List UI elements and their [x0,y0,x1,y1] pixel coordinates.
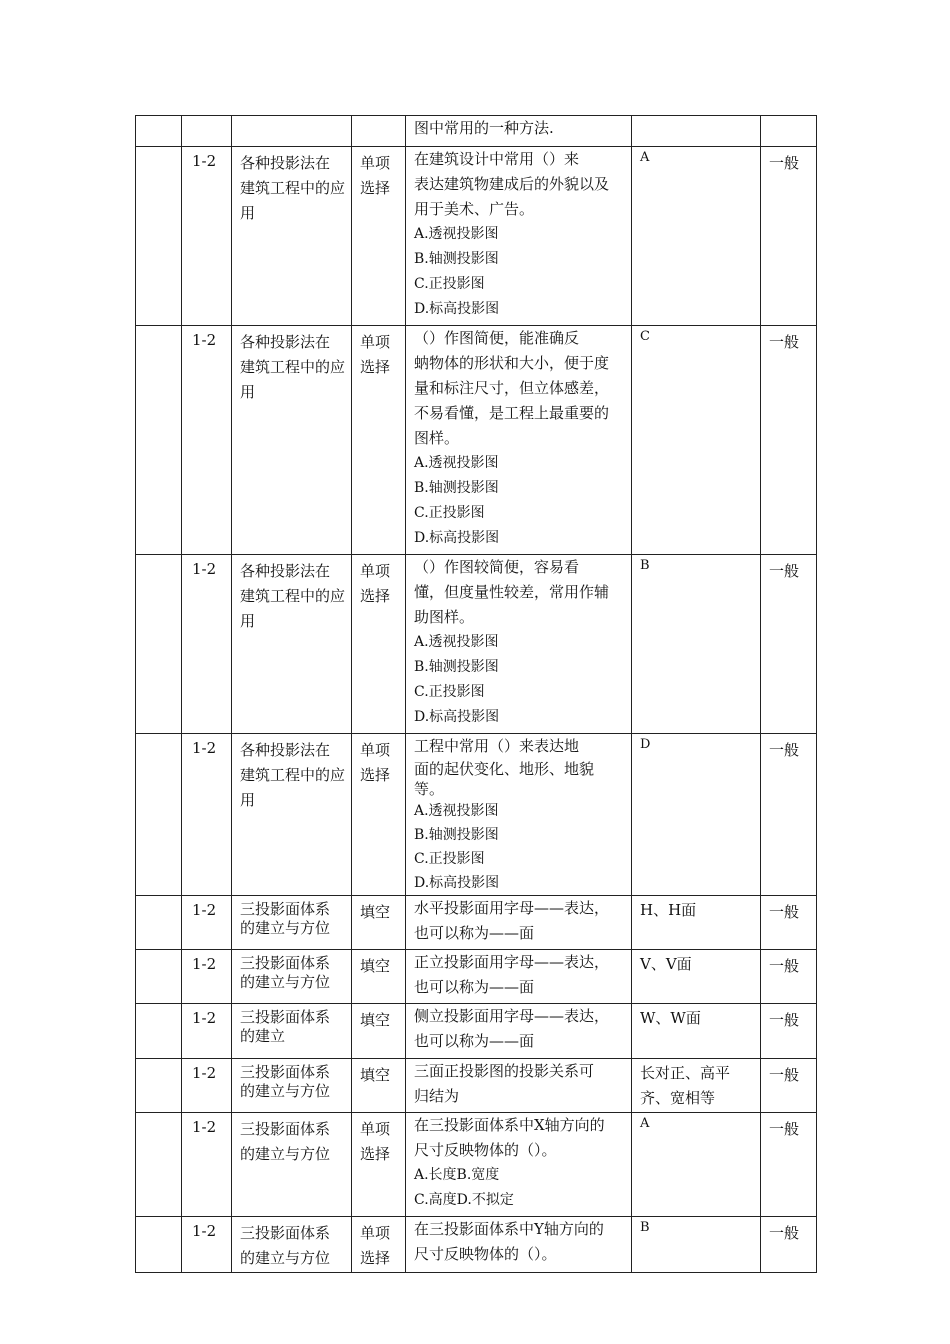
answer-option: C.高度D.不拟定 [414,1192,514,1208]
row-number-cell [136,116,182,147]
topic-cell [232,950,352,1004]
answer-cell [632,326,761,555]
difficulty-label: 一般 [769,154,800,172]
question-type-line: 填空 [360,903,391,921]
chapter-code: 1-2 [192,901,217,919]
question-stem-cell [406,1217,632,1273]
topic-line: 三投影面体系 [240,900,331,918]
chapter-code-cell [182,1004,232,1059]
question-stem-line: 尺寸反映物体的（）。 [414,1245,557,1263]
question-stem-cell [406,326,632,555]
answer-cell [632,147,761,326]
table-row [136,1004,817,1059]
chapter-code-cell [182,326,232,555]
question-stem-cell [406,555,632,734]
row-number-cell [136,555,182,734]
question-type-cell [352,326,406,555]
difficulty-cell [761,1004,817,1059]
chapter-code-cell [182,147,232,326]
question-stem-line: 蚋物体的形状和大小，便于度 [414,354,610,372]
answer-cell [632,116,761,147]
row-number-cell [136,950,182,1004]
row-number-cell [136,326,182,555]
correct-answer: B [640,558,650,573]
answer-option: A.透视投影图 [414,634,499,650]
difficulty-label: 一般 [769,1066,800,1084]
question-type-line: 选择 [360,179,391,197]
answer-option: B.轴测投影图 [414,480,499,496]
chapter-code-cell [182,734,232,896]
row-number-cell [136,896,182,950]
chapter-code: 1-2 [192,1064,217,1082]
topic-line: 用 [240,383,256,401]
difficulty-label: 一般 [769,1120,800,1138]
question-stem-cell [406,1059,632,1113]
difficulty-cell [761,1113,817,1217]
answer-option: D.标高投影图 [414,875,500,891]
question-type-cell [352,896,406,950]
difficulty-label: 一般 [769,741,800,759]
chapter-code-cell [182,116,232,147]
topic-line: 各种投影法在 [240,562,331,580]
difficulty-cell [761,896,817,950]
question-stem-line: 用于美术、广告。 [414,200,535,218]
topic-line: 的建立与方位 [240,1145,331,1163]
topic-line: 三投影面体系 [240,1008,331,1026]
chapter-code: 1-2 [192,739,217,757]
question-table-body [136,116,817,1273]
answer-option: C.正投影图 [414,505,485,521]
answer-cell [632,734,761,896]
question-stem-line: 在三投影面体系中X轴方向的 [414,1116,605,1134]
topic-cell [232,326,352,555]
difficulty-cell [761,147,817,326]
difficulty-label: 一般 [769,1011,800,1029]
table-row [136,116,817,147]
topic-cell [232,116,352,147]
difficulty-label: 一般 [769,562,800,580]
question-type-line: 选择 [360,766,391,784]
row-number-cell [136,147,182,326]
question-stem-line: 不易看懂，是工程上最重要的 [414,404,610,422]
row-number-cell [136,1217,182,1273]
correct-answer: C [640,329,650,344]
chapter-code: 1-2 [192,1009,217,1027]
answer-option: B.轴测投影图 [414,251,499,267]
table-row [136,896,817,950]
row-number-cell [136,1059,182,1113]
question-stem-line: 懂，但度量性较差，常用作辅 [414,583,610,601]
question-stem-line: 也可以称为——面 [414,978,535,996]
difficulty-cell [761,555,817,734]
chapter-code-cell [182,1059,232,1113]
topic-line: 三投影面体系 [240,1063,331,1081]
answer-cell [632,1004,761,1059]
topic-cell [232,1004,352,1059]
question-stem-line: 图样。 [414,429,460,447]
topic-line: 的建立与方位 [240,973,331,991]
difficulty-cell [761,950,817,1004]
question-stem-line: （）作图简便，能准确反 [414,329,580,347]
correct-answer: A [640,150,650,165]
topic-cell [232,147,352,326]
table-row [136,1059,817,1113]
topic-line: 各种投影法在 [240,154,331,172]
question-type-cell [352,1113,406,1217]
topic-cell [232,555,352,734]
answer-cell [632,1113,761,1217]
question-type-cell [352,147,406,326]
question-stem-cell [406,1004,632,1059]
chapter-code: 1-2 [192,331,217,349]
table-row [136,555,817,734]
difficulty-cell [761,1059,817,1113]
question-type-line: 填空 [360,1066,391,1084]
topic-line: 的建立与方位 [240,1082,331,1100]
topic-line: 的建立与方位 [240,919,331,937]
difficulty-cell [761,1217,817,1273]
correct-answer: B [640,1220,650,1235]
topic-line: 各种投影法在 [240,333,331,351]
question-stem-line: （）作图较简便，容易看 [414,558,580,576]
question-stem-cell [406,734,632,896]
answer-option: C.正投影图 [414,851,485,867]
chapter-code-cell [182,950,232,1004]
topic-line: 建筑工程中的应 [240,358,346,376]
topic-line: 建筑工程中的应 [240,587,346,605]
answer-option: B.轴测投影图 [414,827,499,843]
question-type-line: 选择 [360,1145,391,1163]
question-stem-cell [406,116,632,147]
difficulty-label: 一般 [769,903,800,921]
answer-option: D.标高投影图 [414,530,500,546]
question-stem-line: 归结为 [414,1087,460,1105]
question-type-cell [352,116,406,147]
question-stem-line: 工程中常用（）来表达地 [414,737,580,755]
question-stem-cell [406,896,632,950]
correct-answer: W、W面 [640,1009,701,1027]
topic-cell [232,1217,352,1273]
topic-cell [232,896,352,950]
topic-cell [232,734,352,896]
question-type-cell [352,1004,406,1059]
row-number-cell [136,1004,182,1059]
table-row [136,1217,817,1273]
answer-option: A.透视投影图 [414,455,499,471]
row-number-cell [136,1113,182,1217]
table-row [136,734,817,896]
chapter-code-cell [182,1113,232,1217]
question-type-line: 填空 [360,957,391,975]
chapter-code: 1-2 [192,1118,217,1136]
difficulty-label: 一般 [769,957,800,975]
difficulty-cell [761,326,817,555]
question-stem-cell [406,147,632,326]
difficulty-label: 一般 [769,1224,800,1242]
answer-option: C.正投影图 [414,276,485,292]
chapter-code: 1-2 [192,152,217,170]
topic-cell [232,1113,352,1217]
question-stem-line: 等。 [414,780,445,798]
topic-line: 用 [240,204,256,222]
topic-line: 的建立与方位 [240,1249,331,1267]
topic-line: 三投影面体系 [240,1224,331,1242]
question-type-cell [352,1059,406,1113]
topic-cell [232,1059,352,1113]
answer-option: A.透视投影图 [414,803,499,819]
topic-line: 用 [240,791,256,809]
question-stem-line: 三面正投影图的投影关系可 [414,1062,595,1080]
topic-line: 的建立 [240,1027,286,1045]
question-stem-line: 助图样。 [414,608,475,626]
question-stem-line: 表达建筑物建成后的外貌以及 [414,175,610,193]
answer-option: C.正投影图 [414,684,485,700]
question-stem-line: 面的起伏变化、地形、地貌 [414,760,595,778]
question-stem-line: 也可以称为——面 [414,924,535,942]
answer-option: D.标高投影图 [414,709,500,725]
answer-option: A.透视投影图 [414,226,499,242]
row-number-cell [136,734,182,896]
correct-answer: A [640,1116,650,1131]
topic-line: 各种投影法在 [240,741,331,759]
table-row [136,1113,817,1217]
answer-cell [632,1059,761,1113]
question-stem-cell [406,1113,632,1217]
question-type-line: 单项 [360,333,391,351]
question-stem-line: 侧立投影面用字母——表达， [414,1007,610,1025]
correct-answer: V、V面 [640,955,692,973]
question-stem-line: 也可以称为——面 [414,1032,535,1050]
answer-cell [632,1217,761,1273]
question-type-cell [352,734,406,896]
question-stem-line: 在建筑设计中常用（）来 [414,150,580,168]
chapter-code: 1-2 [192,1222,217,1240]
question-table [135,115,817,1273]
question-type-cell [352,950,406,1004]
question-type-line: 填空 [360,1011,391,1029]
chapter-code-cell [182,555,232,734]
chapter-code: 1-2 [192,560,217,578]
question-stem-cell [406,950,632,1004]
question-stem-line: 水平投影面用字母——表达， [414,899,610,917]
chapter-code-cell [182,1217,232,1273]
question-stem-line: 量和标注尺寸，但立体感差， [414,379,610,397]
difficulty-cell [761,116,817,147]
answer-option: B.轴测投影图 [414,659,499,675]
answer-cell [632,896,761,950]
correct-answer: D [640,737,651,752]
answer-cell [632,555,761,734]
question-stem-line: 在三投影面体系中Y轴方向的 [414,1220,604,1238]
question-type-line: 单项 [360,741,391,759]
topic-line: 三投影面体系 [240,1120,331,1138]
topic-line: 建筑工程中的应 [240,179,346,197]
difficulty-cell [761,734,817,896]
answer-option: D.标高投影图 [414,301,500,317]
correct-answer: H、H面 [640,901,697,919]
answer-cell [632,950,761,1004]
chapter-code-cell [182,896,232,950]
question-type-line: 单项 [360,154,391,172]
question-type-line: 单项 [360,1120,391,1138]
chapter-code: 1-2 [192,955,217,973]
question-type-line: 选择 [360,358,391,376]
answer-option: A.长度B.宽度 [414,1167,500,1183]
topic-line: 建筑工程中的应 [240,766,346,784]
question-type-cell [352,555,406,734]
question-stem-line: 正立投影面用字母——表达， [414,953,610,971]
correct-answer: 长对正、高平齐、宽相等 [640,1064,731,1107]
question-type-line: 单项 [360,1224,391,1242]
table-row [136,147,817,326]
question-type-line: 选择 [360,587,391,605]
table-row [136,950,817,1004]
question-type-line: 单项 [360,562,391,580]
question-type-cell [352,1217,406,1273]
topic-line: 三投影面体系 [240,954,331,972]
table-row [136,326,817,555]
question-stem-line: 图中常用的一种方法. [414,119,554,137]
difficulty-label: 一般 [769,333,800,351]
question-stem-line: 尺寸反映物体的（）。 [414,1141,557,1159]
topic-line: 用 [240,612,256,630]
question-type-line: 选择 [360,1249,391,1267]
